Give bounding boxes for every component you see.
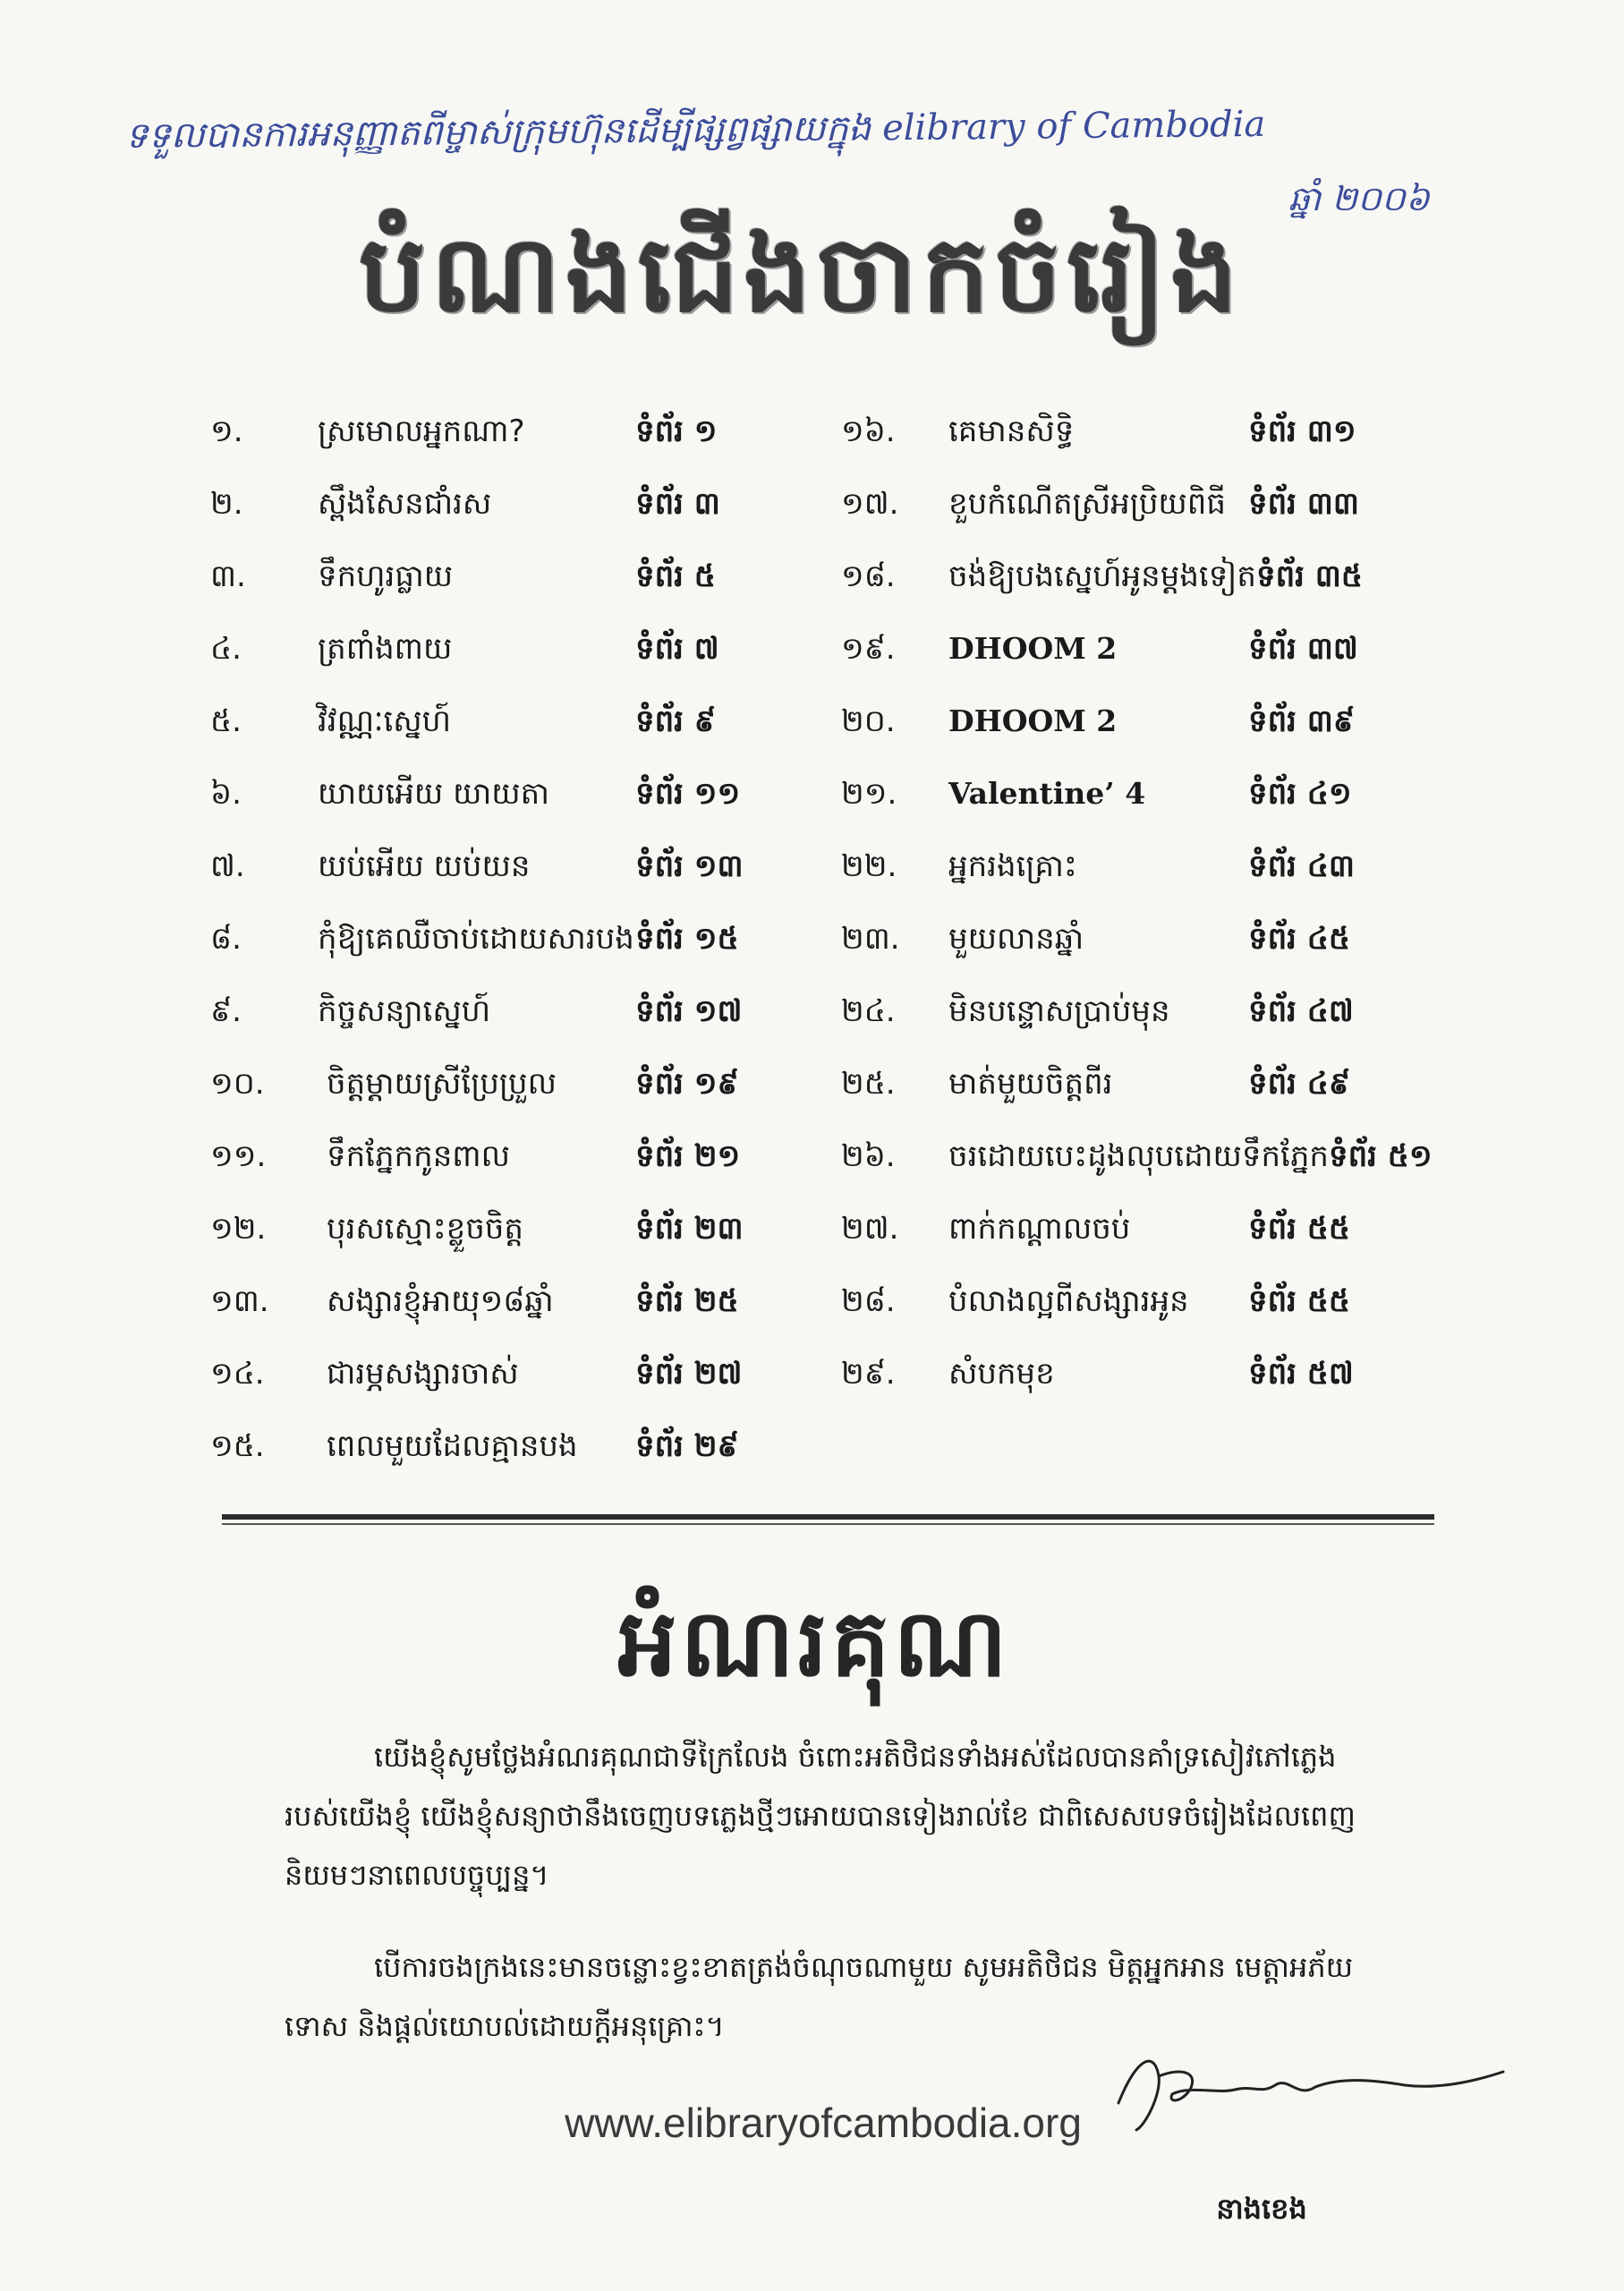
toc-entry-title: សង្សារខ្ញុំអាយុ១៨ឆ្នាំ [327, 1283, 554, 1319]
toc-entry-number: ២០. [841, 703, 896, 739]
toc-entry [210, 484, 783, 557]
toc-entry-title: មាត់មួយចិត្តពីរ [948, 1066, 1113, 1102]
handwritten-year: ឆ្នាំ ២០០៦ [1288, 179, 1430, 218]
toc-entry-number: ២៤. [841, 993, 896, 1029]
toc-entry-page: ទំព័រ ១៧ [635, 993, 743, 1029]
toc-entry-page: ទំព័រ ៥៥ [1248, 1283, 1350, 1319]
toc-entry-number: ២៨. [841, 1283, 896, 1319]
toc-entry-title: វិវណ្ណៈស្នេហ៍ [318, 703, 451, 739]
toc-entry-title: ពេលមួយដែលគ្មានបង [327, 1428, 578, 1464]
handwritten-note: ទទួលបានការអនុញ្ញាតពីម្ចាស់ក្រុមហ៊ុនដើម្បីផ្សព្វផ្សាយក្នុង elibrary of Cambodia [124, 103, 1266, 158]
toc-entry [841, 1354, 1396, 1427]
toc-entry-number: ៨. [210, 921, 242, 957]
toc-entry-number: ១៩. [841, 631, 896, 667]
toc-entry [210, 992, 783, 1064]
website-url: www.elibraryofcambodia.org [565, 2099, 1082, 2146]
toc-entry-page: ទំព័រ ៥៧ [1248, 1356, 1354, 1392]
toc-entry-title: ស្រមោលអ្នកណា? [318, 413, 525, 449]
toc-entry-page: ទំព័រ ១៩ [635, 1066, 739, 1102]
page-title: បំណងជើងចាកចំរៀង [358, 212, 1244, 336]
divider-rule [222, 1514, 1434, 1520]
toc-entry-title: យប់អើយ យប់យន [318, 848, 531, 884]
toc-entry-page: ទំព័រ ៤១ [1248, 776, 1352, 812]
toc-entry [841, 629, 1396, 702]
toc-entry-number: ១១. [210, 1138, 267, 1174]
toc-entry [210, 702, 783, 774]
toc-entry [841, 847, 1396, 919]
toc-entry-title: DHOOM 2 [948, 631, 1118, 666]
toc-entry-page: ទំព័រ ៣៣ [1248, 486, 1359, 522]
toc-entry-number: ២. [210, 486, 243, 522]
toc-entry [841, 484, 1396, 557]
toc-left-column [210, 412, 783, 1499]
toc-entry-title: បំលាងល្អពីសង្សារអូន [948, 1283, 1189, 1319]
toc-entry-title: មិនបន្ទោសប្រាប់មុន [948, 993, 1170, 1029]
toc-entry-number: ៣. [210, 558, 246, 594]
toc-entry [210, 629, 783, 702]
toc-entry-number: ២១. [841, 776, 897, 812]
toc-entry-page: ទំព័រ ២៣ [635, 1211, 744, 1247]
toc-entry-number: ២៧. [841, 1211, 899, 1247]
toc-entry-page: ទំព័រ ៧ [635, 631, 719, 667]
toc-entry-page: ទំព័រ ៣១ [1248, 413, 1356, 449]
toc-entry-page: ទំព័រ ១១ [635, 776, 741, 812]
toc-entry-number: ១២. [210, 1211, 267, 1247]
toc-entry-page: ទំព័រ ១៣ [635, 848, 744, 884]
toc-entry-title: ចិត្តម្តាយស្រីប្រែប្រួល [327, 1066, 557, 1102]
toc-entry-title: កុំឱ្យគេឈឺចាប់ដោយសារបង [318, 921, 634, 957]
toc-entry-page: ទំព័រ ៥ [635, 558, 716, 594]
toc-entry [210, 919, 783, 992]
toc-entry [841, 1282, 1396, 1354]
toc-entry-title: ចង់ឱ្យបងស្នេហ៍អូនម្តងទៀត [948, 558, 1256, 594]
toc-entry-title: ទឹកហូរធ្លាយ [318, 558, 454, 594]
toc-entry-title: ជារម្ភសង្សារចាស់ [327, 1356, 519, 1392]
thanks-paragraph-1: យើងខ្ញុំសូមថ្លែងអំណរគុណជាទីក្រៃលែង ចំពោះអតិថិជនទាំងអស់ដែលបានគាំទ្រសៀវភៅភ្លេងរបស់យើងខ្ញុំ យើងខ្ញុំសន្យាថានឹងចេញបទភ្លេងថ្មីៗអោយបានទៀងរាល់ខែ ជាពិសេសបទចំរៀងដែលពេញនិយមៗនាពេលបច្ចុប្បន្ន។ [285, 1740, 1356, 1892]
toc-right-column [841, 412, 1433, 1427]
toc-entry [841, 412, 1396, 484]
toc-entry-number: ១៥. [210, 1428, 265, 1464]
toc-entry-page: ទំព័រ ៣៩ [1248, 703, 1355, 739]
toc-entry-number: ១៦. [841, 413, 896, 449]
toc-entry-number: ៥. [210, 703, 242, 739]
toc-entry-number: ២៣. [841, 921, 900, 957]
toc-entry-title: ចរដោយបេះដូងលុបដោយទឹកភ្នែក [948, 1138, 1329, 1174]
toc-entry [841, 919, 1396, 992]
toc-entry-number: ១០. [210, 1066, 265, 1102]
toc-entry [841, 992, 1396, 1064]
toc-entry [210, 1282, 783, 1354]
toc-entry-number: ៧. [210, 848, 245, 884]
toc-entry [210, 1137, 783, 1209]
toc-entry [841, 1209, 1396, 1282]
toc-entry-title: មួយលានឆ្នាំ [948, 921, 1084, 957]
toc-entry-title: ត្រពាំងពាយ [318, 631, 453, 667]
toc-entry-page: ទំព័រ ១៥ [635, 921, 739, 957]
toc-entry-title: សំបកមុខ [948, 1356, 1055, 1392]
toc-entry-number: ១៣. [210, 1283, 269, 1319]
toc-entry-number: ២៩. [841, 1356, 896, 1392]
toc-entry-number: ១៧. [841, 486, 899, 522]
toc-entry-number: ៤. [210, 631, 242, 667]
toc-entry-page: ទំព័រ ២៩ [635, 1428, 739, 1464]
toc-entry-page: ទំព័រ ៣ [635, 486, 720, 522]
toc-entry [210, 1354, 783, 1427]
divider-rule-thin [222, 1523, 1434, 1525]
toc-entry-page: ទំព័រ ២៧ [635, 1356, 743, 1392]
toc-entry-page: ទំព័រ ២១ [635, 1138, 741, 1174]
signer-name: នាងខេង [1216, 2192, 1307, 2226]
toc-entry-title: ពាក់កណ្តាលចប់ [948, 1211, 1131, 1247]
toc-entry-title: DHOOM 2 [948, 703, 1118, 738]
toc-entry-title: ស្ពឹងសែនជាំរស [318, 486, 492, 522]
thanks-title: អំណរគុណ [617, 1588, 1011, 1698]
toc-entry [210, 1064, 783, 1137]
toc-entry-number: ៩. [210, 993, 242, 1029]
toc-entry [841, 774, 1396, 847]
thanks-paragraph-2: បើការចងក្រងនេះមានចន្លោះខ្វះខាតត្រង់ចំណុចណាមួយ សូមអតិថិជន មិត្តអ្នកអាន មេត្តាអភ័យទោស និងផ្តល់យោបល់ដោយក្តីអនុគ្រោះ។ [285, 1950, 1354, 2043]
toc-entry [841, 1137, 1433, 1209]
toc-entry-page: ទំព័រ ៤៣ [1248, 848, 1355, 884]
toc-entry-title: បុរសស្មោះខ្លួចចិត្ត [327, 1211, 523, 1247]
toc-entry-page: ទំព័រ ៤៥ [1248, 921, 1350, 957]
toc-entry-page: ទំព័រ ៤៧ [1248, 993, 1354, 1029]
toc-entry-title: គេមានសិទ្ធិ [948, 413, 1075, 449]
toc-entry [841, 702, 1396, 774]
toc-entry [210, 1209, 783, 1282]
toc-entry-number: ២៦. [841, 1138, 896, 1174]
toc-entry [210, 557, 783, 629]
toc-entry-title: ខួបកំណើតស្រីអប្រិយពិធី [948, 486, 1226, 522]
toc-entry-number: ១. [210, 413, 243, 449]
toc-entry-number: ២២. [841, 848, 897, 884]
toc-entry [841, 557, 1396, 629]
toc-entry-page: ទំព័រ ១ [635, 413, 718, 449]
toc-entry-page: ទំព័រ ៤៩ [1248, 1066, 1350, 1102]
toc-entry [841, 1064, 1396, 1137]
toc-entry-number: ១៤. [210, 1356, 265, 1392]
toc-entry-page: ទំព័រ ៥៥ [1248, 1211, 1350, 1247]
toc-entry-number: ២៥. [841, 1066, 896, 1102]
toc-entry [210, 412, 783, 484]
toc-entry-title: អ្នករងគ្រោះ [948, 848, 1077, 884]
toc-entry-title: ទឹកភ្នែកកូនពាល [327, 1138, 511, 1174]
toc-entry-number: ១៨. [841, 558, 896, 594]
toc-entry [210, 774, 783, 847]
toc-entry-title: Valentine’ 4 [948, 776, 1146, 811]
toc-entry-page: ទំព័រ ៣៥ [1255, 558, 1363, 594]
toc-entry-title: កិច្ចសន្យាស្នេហ៍ [318, 993, 491, 1029]
toc-entry [210, 1427, 783, 1499]
toc-entry-number: ៦. [210, 776, 242, 812]
toc-entry-page: ទំព័រ ៩ [635, 703, 716, 739]
toc-entry [210, 847, 783, 919]
toc-entry-page: ទំព័រ ៥១ [1329, 1138, 1433, 1174]
toc-entry-title: យាយអើយ យាយតា [318, 776, 550, 812]
toc-entry-page: ទំព័រ ២៥ [635, 1283, 739, 1319]
toc-entry-page: ទំព័រ ៣៧ [1248, 631, 1358, 667]
